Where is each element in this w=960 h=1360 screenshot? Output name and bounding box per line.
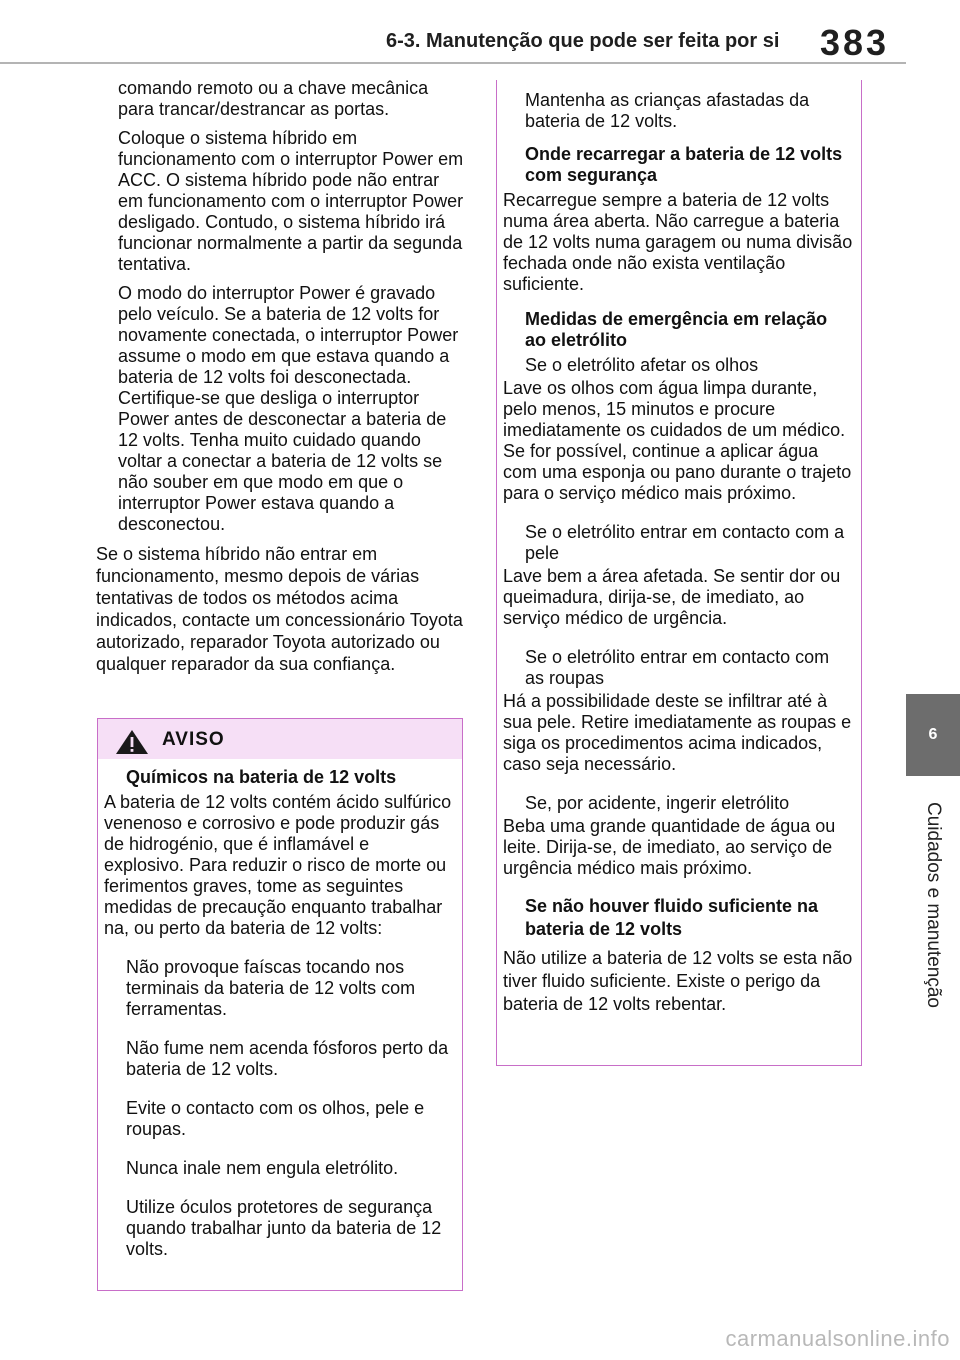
warning-title: AVISO	[162, 729, 225, 750]
chapter-title: Cuidados e manutenção	[923, 802, 944, 1008]
warning-item: Nunca inale nem engula eletrólito.	[126, 1158, 399, 1178]
right-paragraph-clothes: Há a possibilidade deste se infiltrar até à sua pele. Retire imediatamente as roupas e siga os procedimentos acima indicados, caso seja necessário.	[503, 691, 852, 774]
warning-item: Não fume nem acenda fósforos perto da bateria de 12 volts.	[126, 1038, 449, 1079]
watermark: carmanualsonline.info	[725, 1326, 950, 1351]
right-continuation: Mantenha as crianças afastadas da bateria de 12 volts.	[525, 90, 810, 131]
warning-intro: A bateria de 12 volts contém ácido sulfúrico venenoso e corrosivo e pode produzir gás de hidrogénio, que é inflamável e explosivo. Para reduzir o risco de morte ou ferimentos graves, tome as seguintes medidas de precaução enquanto trabalhar na, ou perto da bateria de 12 volts:	[104, 792, 452, 938]
right-subheading-ingest: Se, por acidente, ingerir eletrólito	[525, 793, 790, 813]
warning-icon	[115, 729, 149, 755]
right-heading-fluid: Se não houver fluido suficiente na bateria de 12 volts	[525, 896, 819, 939]
chapter-side-label	[906, 780, 960, 1030]
warning-body	[98, 759, 462, 1260]
warning-heading: Químicos na bateria de 12 volts	[126, 767, 397, 787]
left-paragraph-3: O modo do interruptor Power é gravado pelo veículo. Se a bateria de 12 volts for novamente conectada, o interruptor Power assume o modo em que estava quando a bateria de 12 volts foi desconectada. Certifique-se que desliga o interruptor Power antes de desconectar a bateria de 12 volts. Tenha muito cuidado quando voltar a conectar a bateria de 12 volts se não souber em que modo em que o interruptor Power estava quando a desconectou.	[118, 283, 459, 534]
right-subheading-skin: Se o eletrólito entrar em contacto com a pele	[525, 522, 845, 563]
page-header-title: 6-3. Manutenção que pode ser feita por si	[386, 30, 780, 52]
warning-header	[98, 719, 462, 759]
right-heading-recharge: Onde recarregar a bateria de 12 volts com segurança	[525, 144, 843, 185]
left-paragraph-1: comando remoto ou a chave mecânica para trancar/destrancar as portas.	[118, 78, 429, 119]
right-paragraph-skin: Lave bem a área afetada. Se sentir dor ou queimadura, dirija-se, de imediato, ao serviço médico de urgência.	[503, 566, 841, 628]
right-paragraph-eyes: Lave os olhos com água limpa durante, pelo menos, 15 minutos e procure imediatamente os cuidados de um médico. Se for possível, continue a aplicar água com uma esponja ou pano durante o trajeto para o serviço médico mais próximo.	[503, 378, 852, 503]
warning-item: Utilize óculos protetores de segurança quando trabalhar junto da bateria de 12 volts.	[126, 1197, 442, 1259]
left-paragraph-4: Se o sistema híbrido não entrar em funcionamento, mesmo depois de várias tentativas de todos os métodos acima indicados, contacte um concessionário Toyota autorizado, reparador Toyota autorizado ou qualquer reparador da sua confiança.	[96, 544, 463, 674]
chapter-number: 6	[928, 726, 938, 743]
warning-box	[97, 718, 463, 1291]
right-subheading-clothes: Se o eletrólito entrar em contacto com as roupas	[525, 647, 830, 688]
right-paragraph-recharge: Recarregue sempre a bateria de 12 volts numa área aberta. Não carregue a bateria de 12 volts numa garagem ou numa divisão fechada onde não exista ventilação suficiente.	[503, 190, 853, 294]
right-subheading-eyes: Se o eletrólito afetar os olhos	[525, 355, 759, 375]
chapter-tab	[906, 694, 960, 776]
warning-box-continued	[496, 80, 862, 1066]
left-column	[96, 78, 468, 675]
warning-item: Não provoque faíscas tocando nos terminais da bateria de 12 volts com ferramentas.	[126, 957, 416, 1019]
right-heading-emergency: Medidas de emergência em relação ao eletrólito	[525, 309, 828, 350]
page-number: 383	[820, 22, 890, 63]
left-paragraph-2: Coloque o sistema híbrido em funcionamento com o interruptor Power em ACC. O sistema híbrido pode não entrar em funcionamento com o interruptor Power desligado. Contudo, o sistema híbrido irá funcionar normalmente a partir da segunda tentativa.	[118, 128, 464, 274]
warning-item: Evite o contacto com os olhos, pele e roupas.	[126, 1098, 425, 1139]
right-paragraph-fluid: Não utilize a bateria de 12 volts se esta não tiver fluido suficiente. Existe o perigo da bateria de 12 volts rebentar.	[503, 948, 853, 1014]
right-paragraph-ingest: Beba uma grande quantidade de água ou leite. Dirija-se, de imediato, ao serviço de urgência médico mais próximo.	[503, 816, 836, 878]
